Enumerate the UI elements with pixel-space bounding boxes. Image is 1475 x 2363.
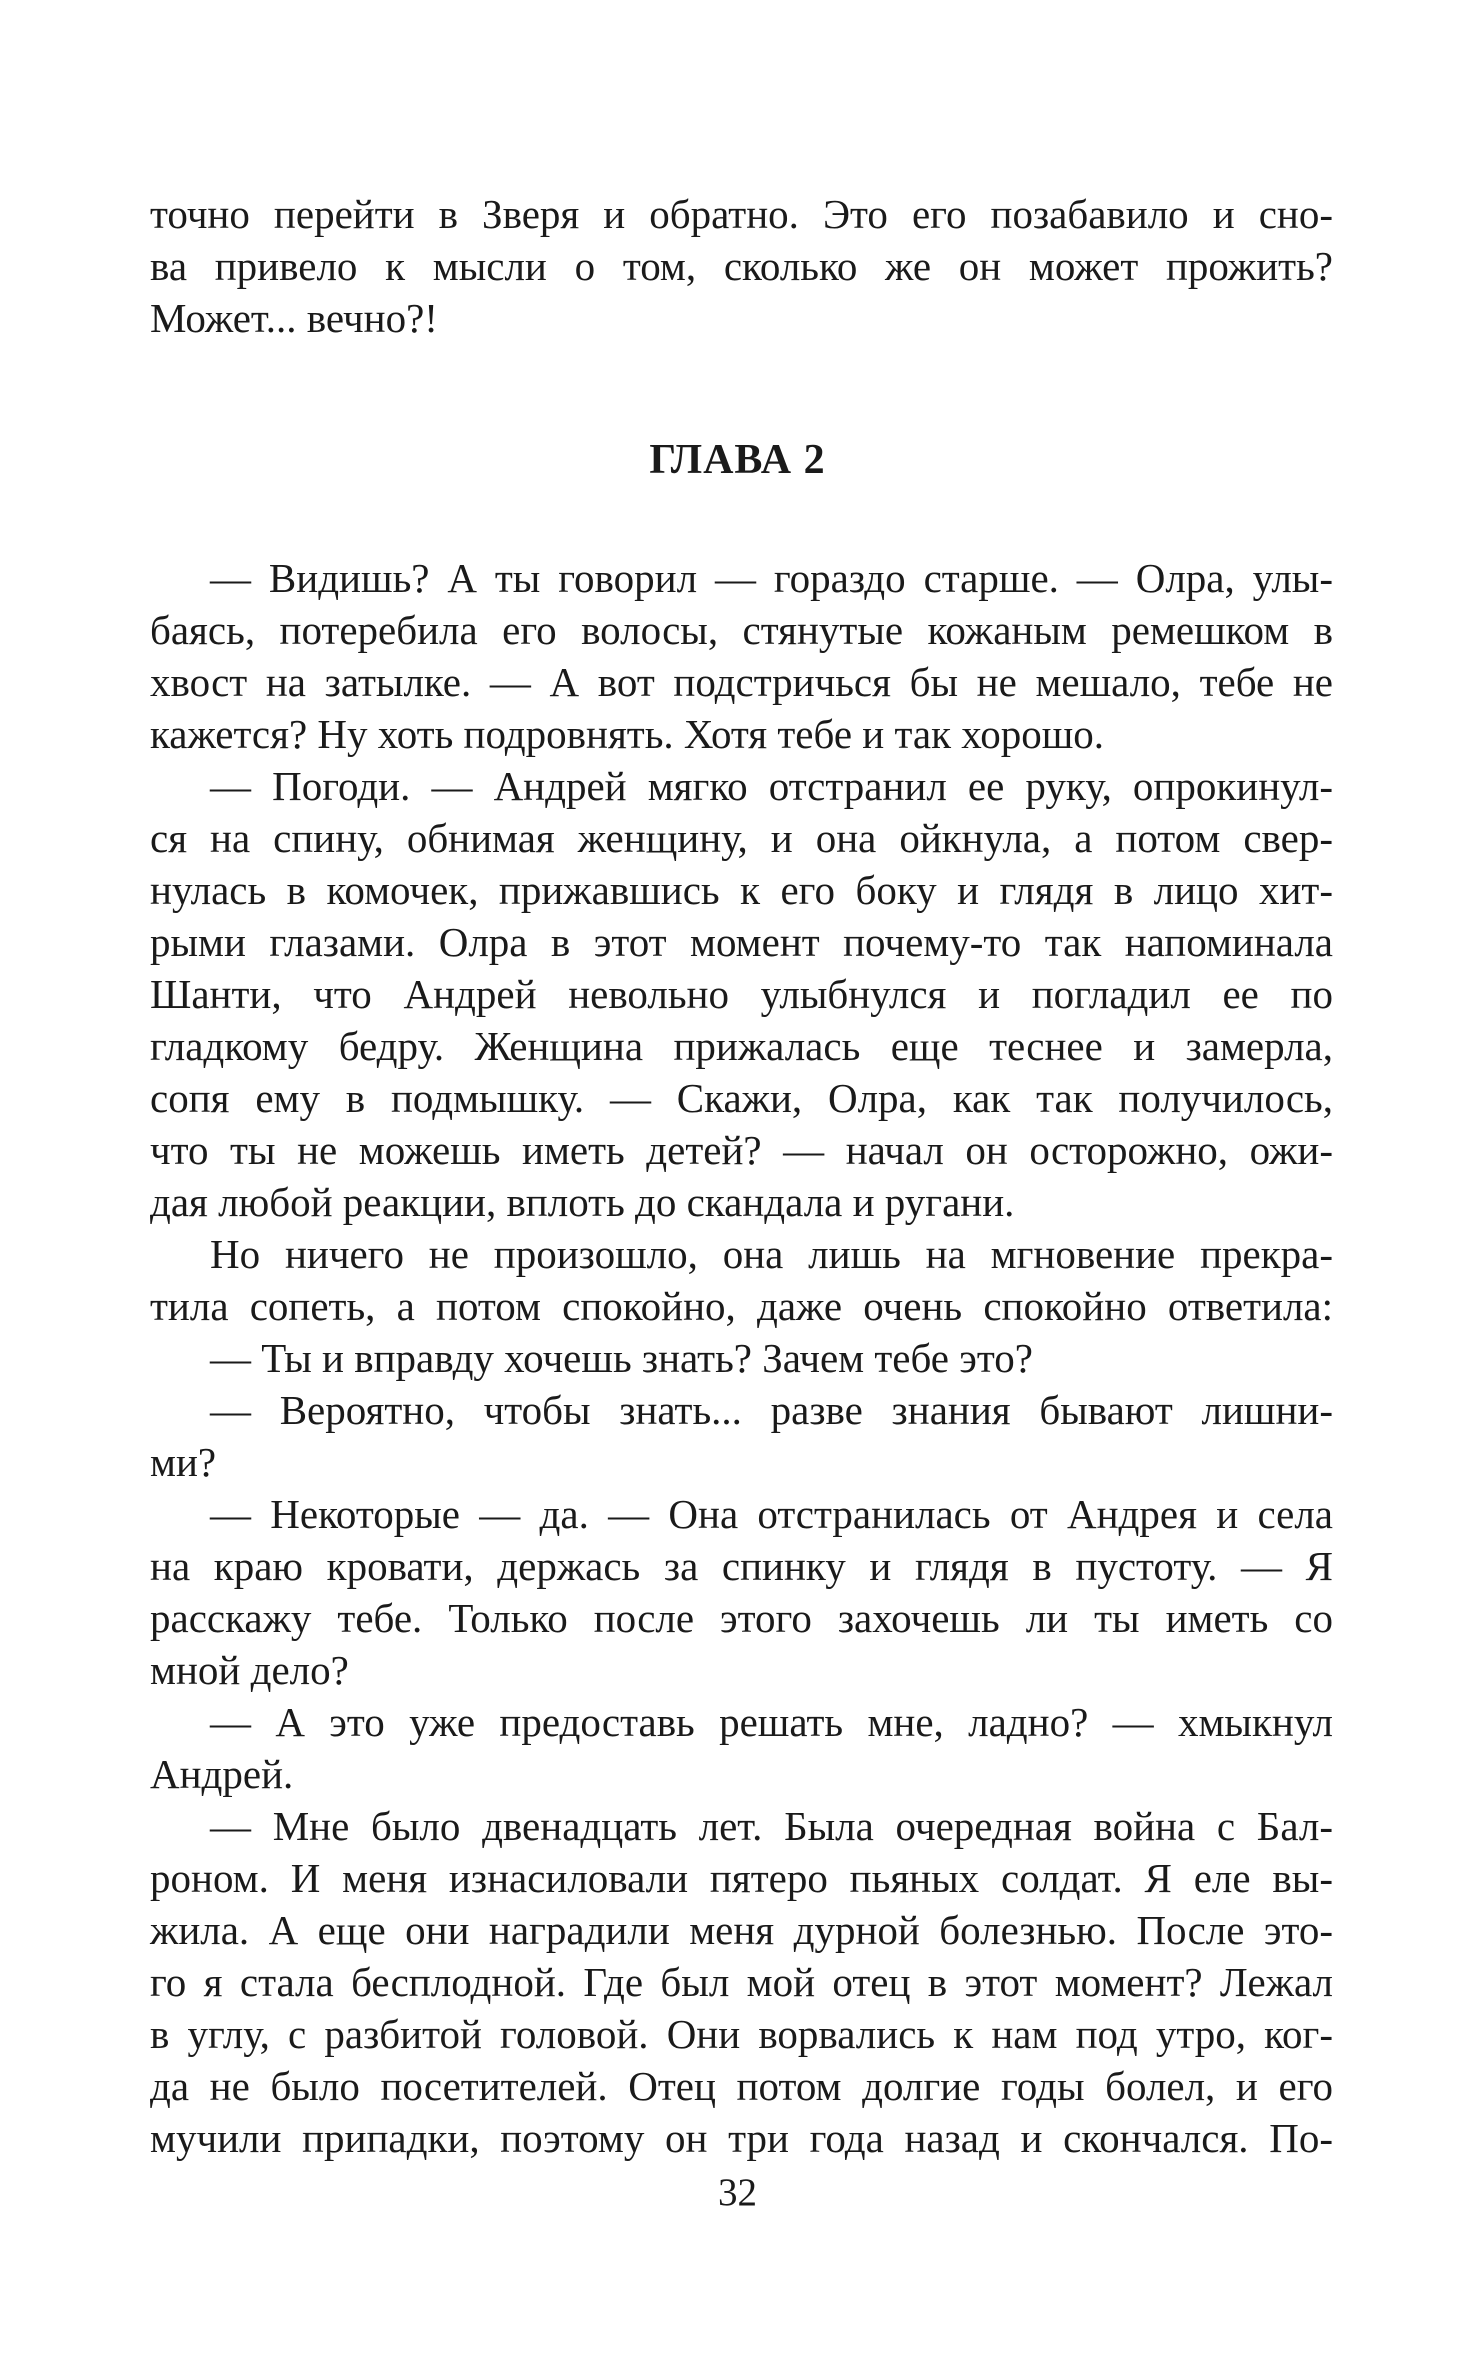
text-line: — Некоторые — да. — Она отстранилась от Андрея и села (210, 1491, 1333, 1537)
text-line: нулась в комочек, прижавшись к его боку и глядя в лицо хит- (150, 867, 1333, 913)
text-line: — Ты и вправду хочешь знать? Зачем тебе это? (210, 1335, 1033, 1381)
text-line: мучили припадки, поэтому он три года назад и скончался. По- (150, 2115, 1333, 2161)
text-line: да не было посетителей. Отец потом долгие годы болел, и его (150, 2063, 1333, 2109)
text-line: расскажу тебе. Только после этого захочешь ли ты иметь со (150, 1595, 1333, 1641)
text-line: сопя ему в подмышку. — Скажи, Олра, как так получилось, (150, 1075, 1333, 1121)
text-line: — Погоди. — Андрей мягко отстранил ее руку, опрокинул- (210, 763, 1333, 809)
text-line: — Мне было двенадцать лет. Была очередная война с Бал- (210, 1803, 1333, 1849)
text-line: баясь, потеребила его волосы, стянутые кожаным ремешком в (150, 607, 1333, 653)
page-number: 32 (718, 2171, 757, 2214)
text-line: ва привело к мысли о том, сколько же он может прожить? (150, 243, 1333, 289)
text-line: рыми глазами. Олра в этот момент почему-то так напоминала (150, 919, 1333, 965)
text-line: Но ничего не произошло, она лишь на мгновение прекра- (210, 1231, 1333, 1277)
text-line: в углу, с разбитой головой. Они ворвались к нам под утро, ког- (150, 2011, 1333, 2057)
text-line: хвост на затылке. — А вот подстричься бы не мешало, тебе не (150, 659, 1333, 705)
text-line: точно перейти в Зверя и обратно. Это его позабавило и сно- (150, 191, 1333, 237)
text-line: тила сопеть, а потом спокойно, даже очень спокойно ответила: (150, 1283, 1333, 1329)
text-line: — Вероятно, чтобы знать... разве знания бывают лишни- (210, 1387, 1333, 1433)
text-line: жила. А еще они наградили меня дурной болезнью. После это- (150, 1907, 1333, 1953)
text-line: дая любой реакции, вплоть до скандала и ругани. (150, 1179, 1015, 1225)
text-line: — А это уже предоставь решать мне, ладно? — хмыкнул (210, 1699, 1333, 1745)
text-line: Андрей. (150, 1751, 294, 1797)
text-line: на краю кровати, держась за спинку и глядя в пустоту. — Я (150, 1543, 1333, 1589)
text-line: кажется? Ну хоть подровнять. Хотя тебе и так хорошо. (150, 711, 1105, 757)
text-line: — Видишь? А ты говорил — гораздо старше. — Олра, улы- (210, 555, 1333, 601)
text-line: гладкому бедру. Женщина прижалась еще теснее и замерла, (150, 1023, 1333, 1069)
text-line: Шанти, что Андрей невольно улыбнулся и погладил ее по (150, 971, 1333, 1017)
text-line: ся на спину, обнимая женщину, и она ойкнула, а потом свер- (150, 815, 1333, 861)
chapter-title: ГЛАВА 2 (649, 437, 826, 483)
text-line: ми? (150, 1439, 217, 1485)
text-line: роном. И меня изнасиловали пятеро пьяных солдат. Я еле вы- (150, 1855, 1333, 1901)
text-line: что ты не можешь иметь детей? — начал он осторожно, ожи- (150, 1127, 1333, 1173)
text-line: мной дело? (150, 1647, 349, 1693)
text-line: го я стала бесплодной. Где был мой отец в этот момент? Лежал (150, 1959, 1333, 2005)
text-line: Может... вечно?! (150, 295, 438, 341)
